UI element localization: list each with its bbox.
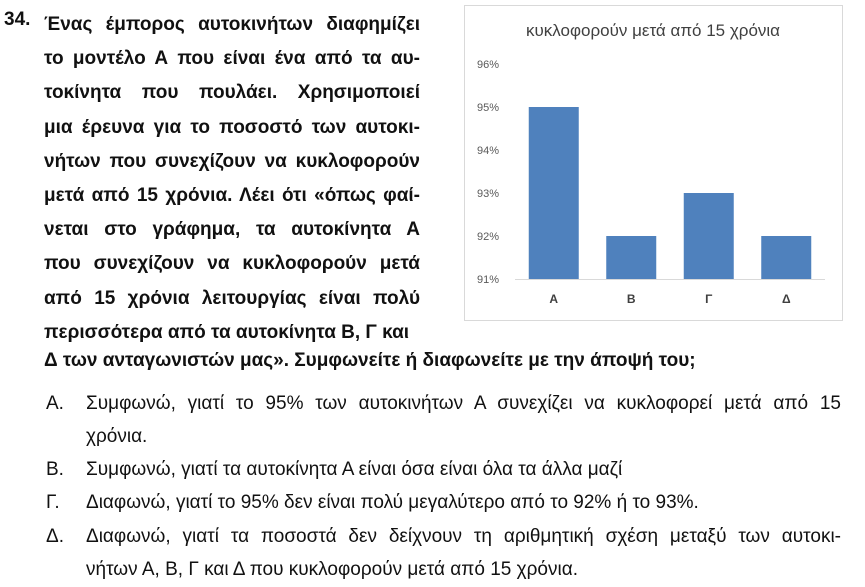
stem-line: μετά από 15 χρόνια. Λέει ότι «όπως φαί- (44, 185, 420, 207)
option-d-text: Διαφωνώ, γιατί τα ποσοστά δεν δείχνουν τη αριθμητική σχέση μεταξύ των αυτοκι- (86, 526, 841, 547)
bar-4 (761, 236, 811, 279)
x-tick-label: Β (626, 292, 636, 306)
y-tick-label: 92% (476, 231, 499, 243)
option-a-text-continued: χρόνια. (86, 426, 148, 447)
option-letter-b: Β. (46, 459, 64, 480)
question-number: 34. (4, 9, 31, 30)
stem-line: που συνεχίζουν να κυκλοφορούν μετά (44, 253, 420, 275)
stem-line: από 15 χρόνια λειτουργίας είναι πολύ (44, 287, 420, 309)
chart-title: κυκλοφορούν μετά από 15 χρόνια (525, 21, 781, 40)
y-tick-label: 91% (476, 274, 499, 286)
bar-3 (684, 193, 734, 279)
stem-line: νεται στο γράφημα, τα αυτοκίνητα Α (44, 219, 420, 241)
option-c-text: Διαφωνώ, γιατί το 95% δεν είναι πολύ μεγαλύτερο από το 92% ή το 93%. (86, 492, 699, 513)
stem-closing-line: Δ των ανταγωνιστών μας». Συμφωνείτε ή διαφωνείτε με την άποψή του; (44, 350, 696, 371)
stem-line: το μοντέλο Α που είναι ένα από τα αυ- (44, 48, 420, 70)
stem-line: νήτων που συνεχίζουν να κυκλοφορούν (44, 150, 420, 172)
stem-line: Ένας έμπορος αυτοκινήτων διαφημίζει (44, 14, 420, 35)
option-letter-c: Γ. (46, 492, 60, 513)
y-tick-label: 94% (476, 145, 499, 157)
stem-line: περισσότερα από τα αυτοκίνητα Β, Γ και (44, 321, 410, 343)
bar-2 (606, 236, 656, 279)
x-tick-label: Δ (781, 292, 791, 306)
y-tick-label: 96% (476, 59, 499, 71)
question-stem (44, 8, 420, 350)
x-tick-label: Γ (705, 292, 713, 306)
bar-chart (464, 5, 843, 321)
x-tick-label: Α (549, 292, 559, 306)
option-letter-d: Δ. (46, 526, 64, 547)
option-b-text: Συμφωνώ, γιατί τα αυτοκίνητα Α είναι όσα είναι όλα τα άλλα μαζί (86, 459, 623, 480)
stem-line: τοκίνητα που πουλάει. Χρησιμοποιεί (44, 82, 420, 104)
y-tick-label: 93% (476, 188, 499, 200)
bar-1 (529, 107, 579, 279)
stem-line: μια έρευνα για το ποσοστό των αυτοκι- (44, 116, 420, 138)
option-a-text: Συμφωνώ, γιατί το 95% των αυτοκινήτων Α συνεχίζει να κυκλοφορεί μετά από 15 (86, 393, 841, 414)
y-tick-label: 95% (476, 102, 499, 114)
option-d-text-continued: νήτων Α, Β, Γ και Δ που κυκλοφορούν μετά από 15 χρόνια. (86, 559, 578, 580)
option-letter-a: Α. (46, 393, 64, 414)
bar-chart-svg (465, 6, 842, 320)
